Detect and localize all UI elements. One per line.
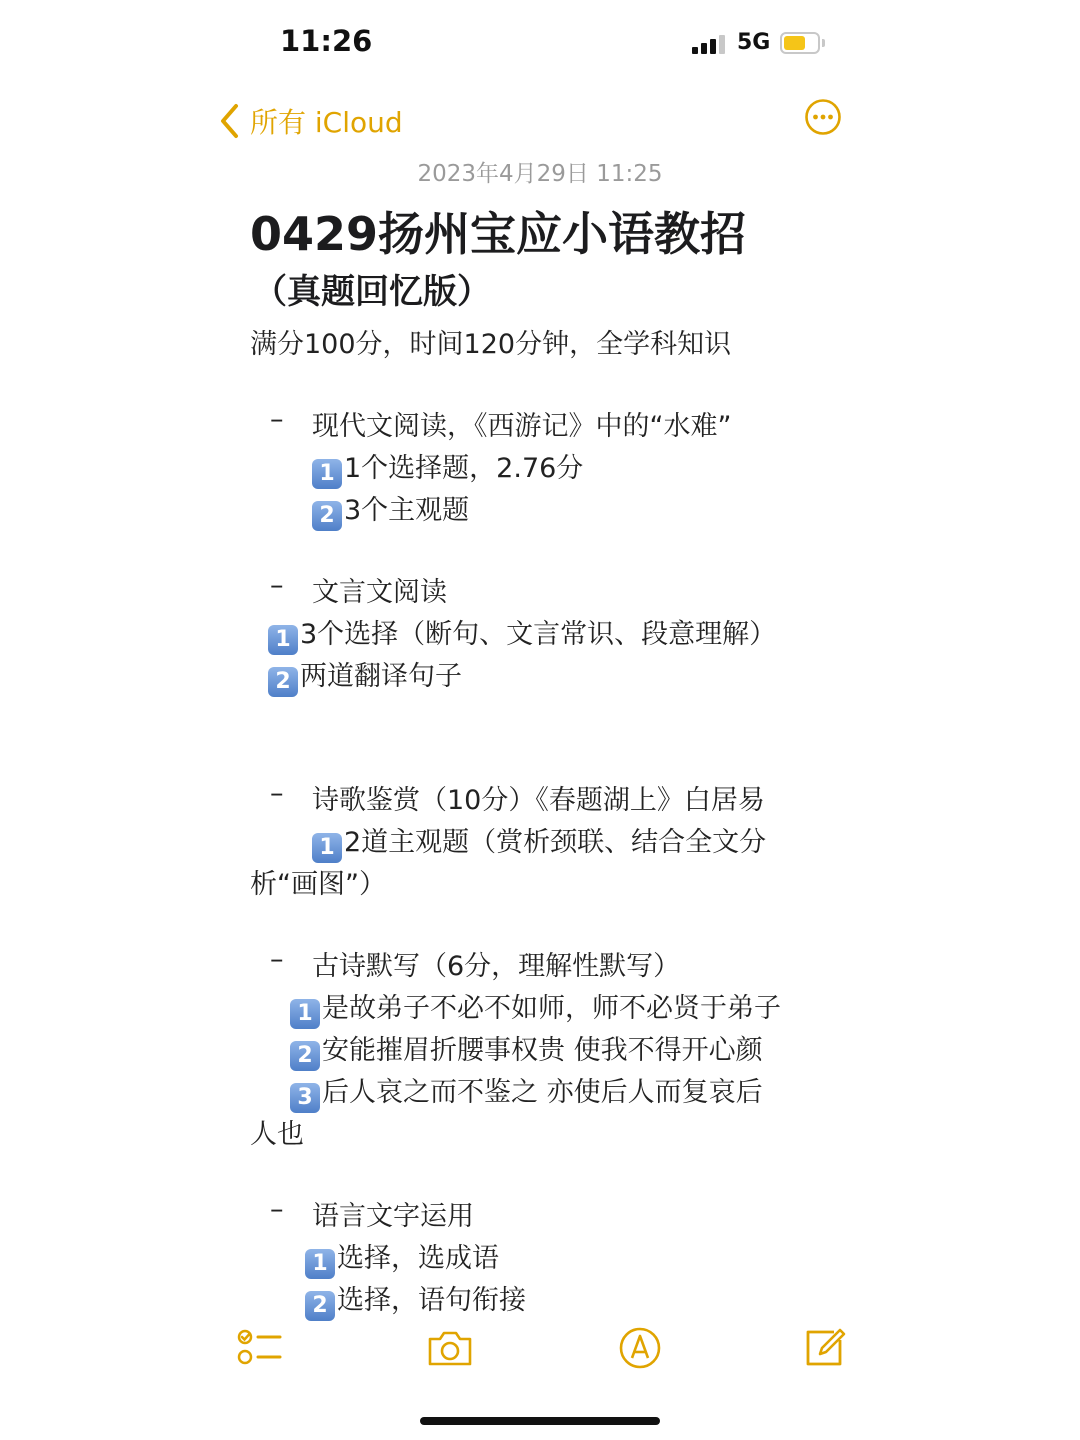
network-type: 5G: [737, 30, 771, 55]
list-item: 2 选择，语句衔接: [305, 1278, 526, 1321]
back-button[interactable]: [218, 98, 403, 144]
section-line: – 现代文阅读，《西游记》中的“水难”: [270, 404, 732, 442]
chevron-left-icon: [218, 103, 240, 139]
nav-bar: [0, 90, 1080, 150]
list-item: 1 选择，选成语: [305, 1236, 499, 1279]
keycap-number-icon: 1: [312, 833, 342, 863]
list-item: 2 安能摧眉折腰事权贵 使我不得开心颜: [290, 1028, 763, 1071]
dash-marker: –: [270, 944, 284, 975]
note-date: 2023年4月29日 11:25: [417, 161, 663, 187]
camera-icon[interactable]: [426, 1324, 474, 1372]
note-title[interactable]: 0429扬州宝应小语教招: [250, 207, 747, 261]
note-line: 满分100分，时间120分钟，全学科知识: [250, 329, 732, 360]
status-time: 11:26: [280, 24, 373, 58]
list-item: 1 是故弟子不必不如师，师不必贤于弟子: [290, 986, 781, 1029]
keycap-number-icon: 2: [305, 1291, 335, 1321]
keycap-number-icon: 1: [312, 459, 342, 489]
keycap-number-icon: 1: [268, 625, 298, 655]
ellipsis-circle-icon[interactable]: [804, 98, 842, 136]
status-bar: [0, 0, 1080, 90]
section-line: – 文言文阅读: [270, 570, 447, 608]
dash-marker: –: [270, 1194, 284, 1225]
section-line: – 语言文字运用: [270, 1194, 474, 1232]
keycap-number-icon: 3: [290, 1083, 320, 1113]
battery-tip: [822, 39, 825, 47]
battery-icon: [780, 32, 820, 54]
note-body[interactable]: [250, 318, 870, 1318]
list-item: 2 两道翻译句子: [268, 654, 462, 697]
bottom-toolbar: [0, 1300, 1080, 1440]
list-item: 1 2道主观题（赏析颈联、结合全文分: [312, 820, 766, 863]
home-indicator[interactable]: [420, 1417, 660, 1425]
back-label: 所有 iCloud: [250, 106, 403, 139]
list-item: 2 3个主观题: [312, 488, 469, 531]
keycap-number-icon: 2: [268, 667, 298, 697]
checklist-icon[interactable]: [236, 1324, 284, 1372]
signal-icon: [692, 34, 728, 54]
note-line: 人也: [250, 1119, 304, 1150]
keycap-number-icon: 1: [290, 999, 320, 1029]
dash-marker: –: [270, 570, 284, 601]
keycap-number-icon: 2: [290, 1041, 320, 1071]
note-subtitle[interactable]: （真题回忆版）: [253, 272, 491, 312]
battery-fill: [784, 36, 805, 50]
markup-icon[interactable]: [616, 1324, 664, 1372]
note-line: 析“画图”）: [250, 869, 386, 900]
section-line: – 古诗默写（6分，理解性默写）: [270, 944, 681, 982]
dash-marker: –: [270, 778, 284, 809]
dash-marker: –: [270, 404, 284, 435]
keycap-number-icon: 1: [305, 1249, 335, 1279]
keycap-number-icon: 2: [312, 501, 342, 531]
compose-icon[interactable]: [800, 1324, 848, 1372]
list-item: 3 后人哀之而不鉴之 亦使后人而复哀后: [290, 1070, 763, 1113]
list-item: 1 3个选择（断句、文言常识、段意理解）: [268, 612, 776, 655]
section-line: – 诗歌鉴赏（10分）《春题湖上》白居易: [270, 778, 765, 816]
list-item: 1 1个选择题，2.76分: [312, 446, 583, 489]
